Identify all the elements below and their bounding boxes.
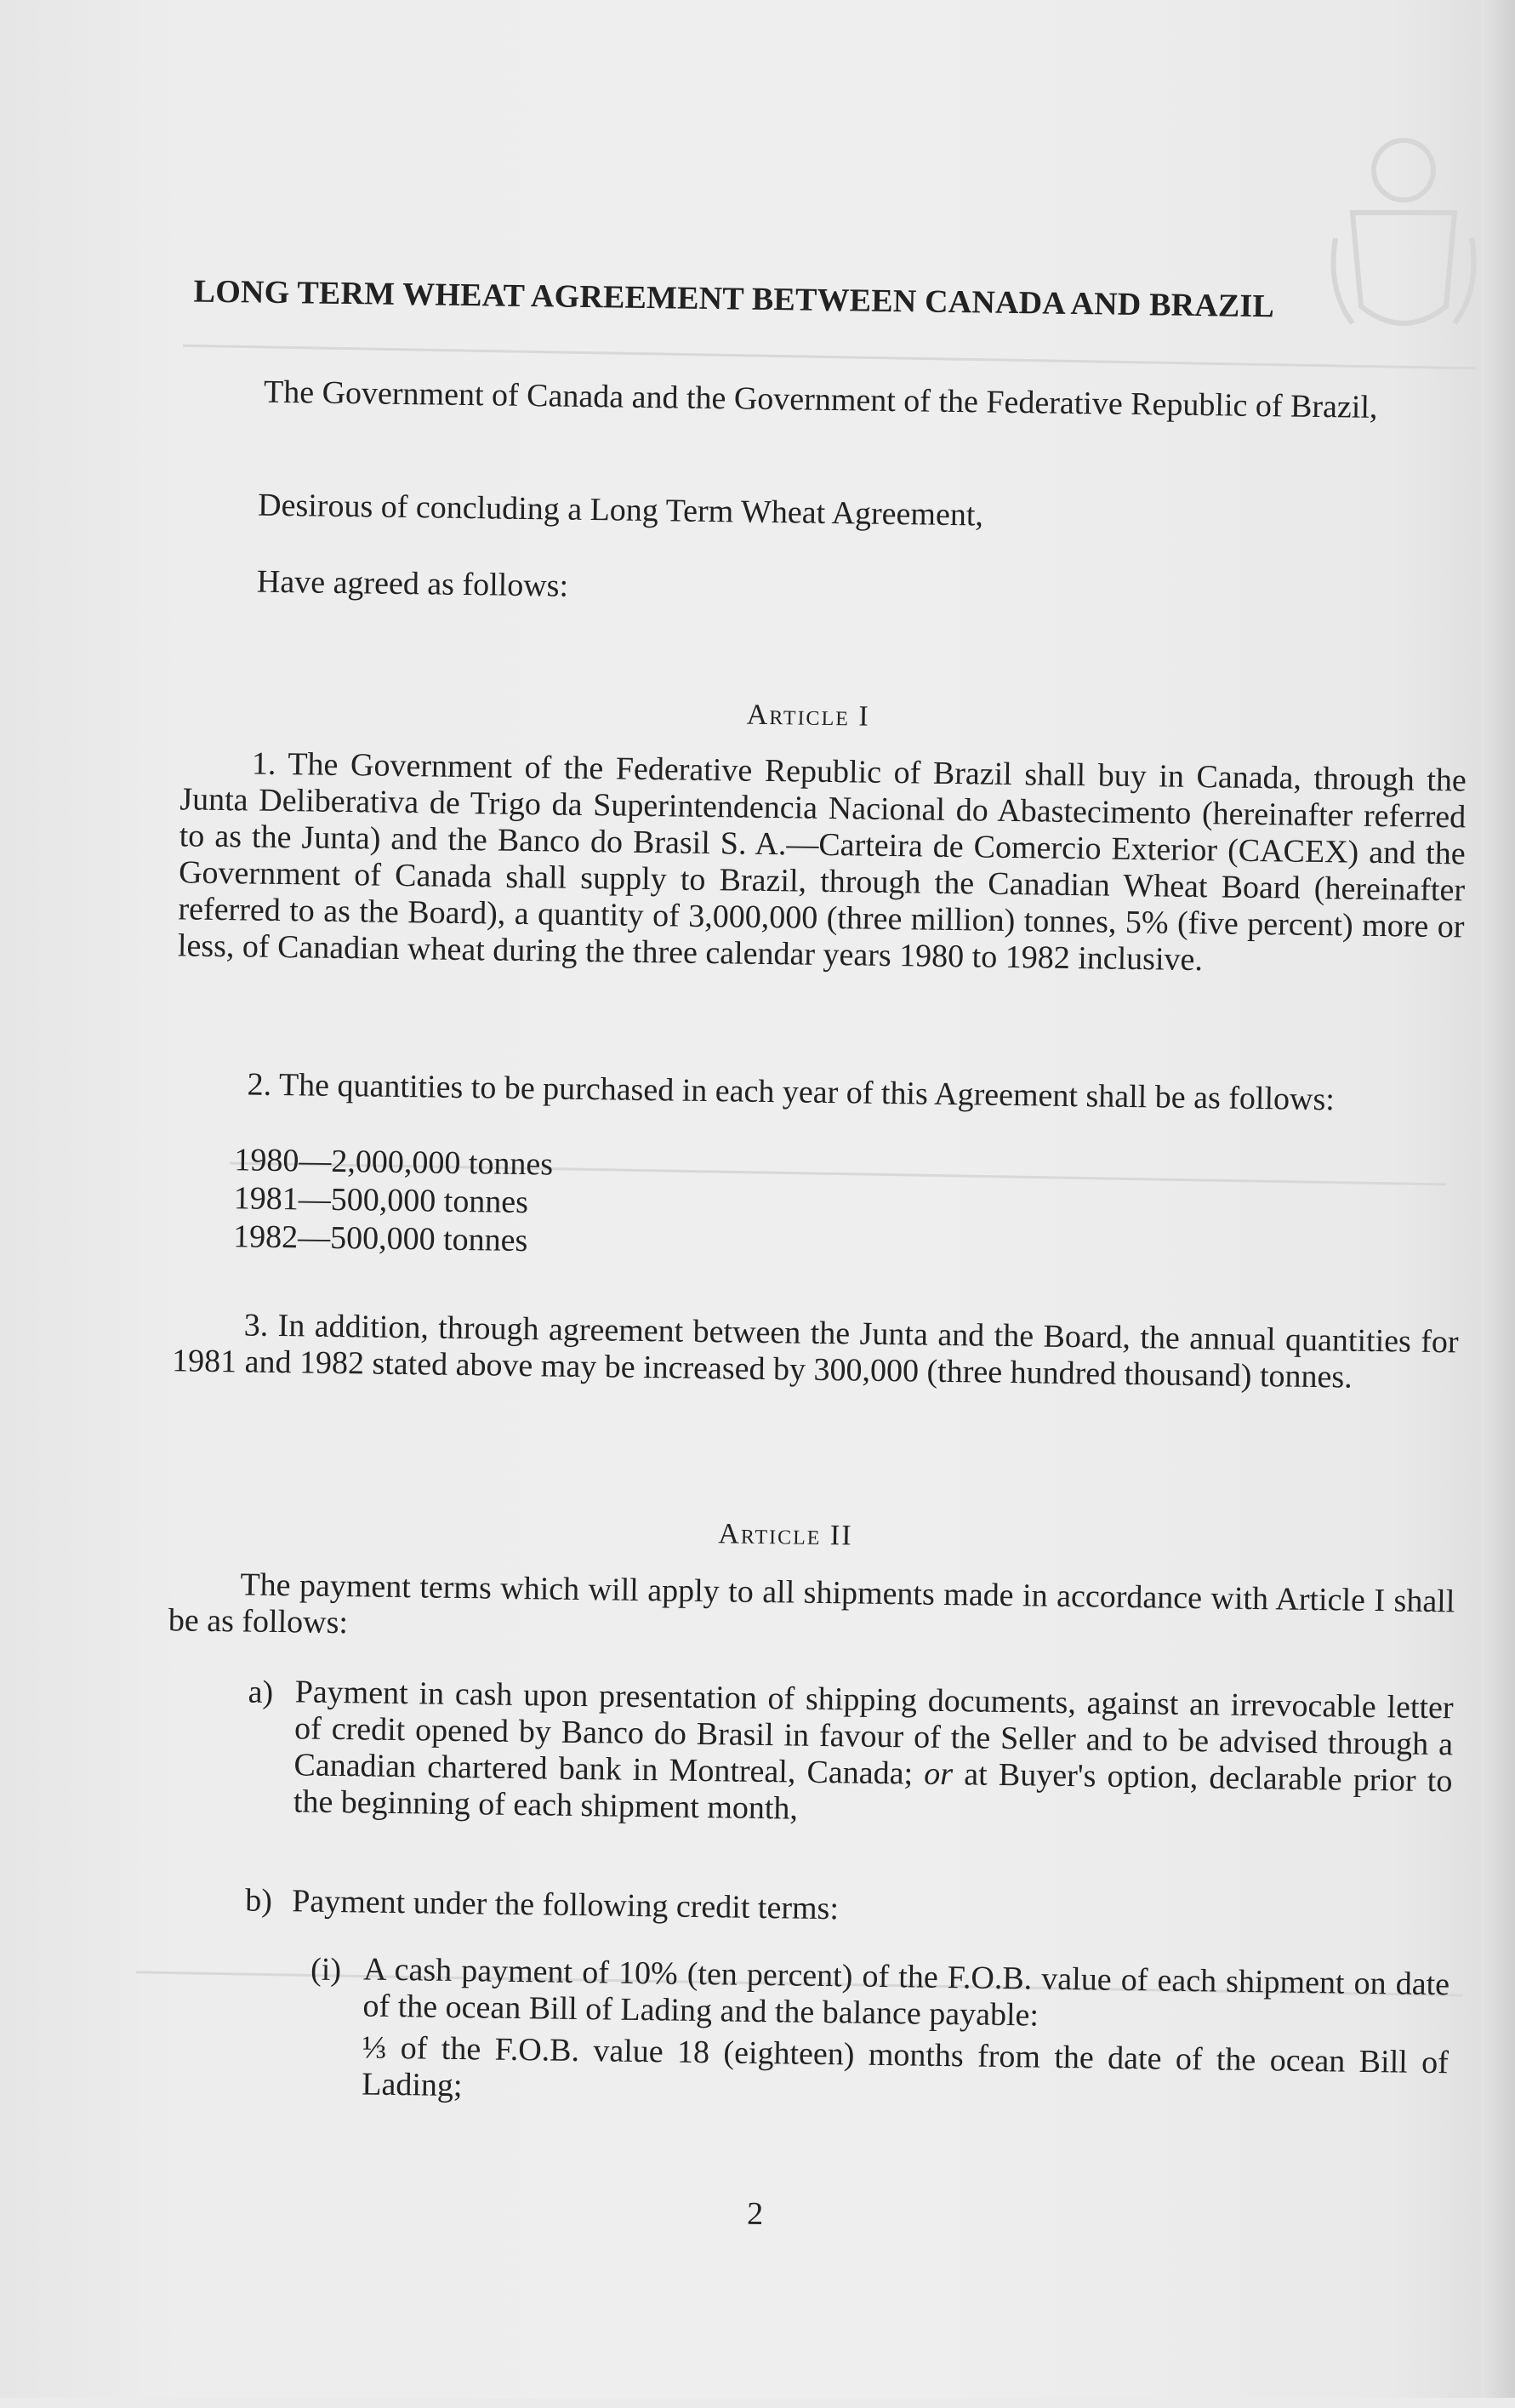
preamble-agreed: Have agreed as follows: xyxy=(256,563,569,604)
clause-a-text-main: Payment in cash upon presentation of shipping documents, against an irrevocable letter of credit opened by Banco do Brasil in favour of the Seller and to be advised through a Canadian chartered bank in Montreal, Canada; xyxy=(293,1674,1454,1792)
clause-b-text: Payment under the following credit terms: xyxy=(292,1883,840,1927)
clause-a-text-continued: at Buyer's option, declarable prior to the beginning of each shipment month, xyxy=(293,1756,1453,1827)
quantity-1980: 1980—2,000,000 tonnes xyxy=(234,1142,554,1183)
article-2-heading: Article II xyxy=(718,1518,853,1552)
clause-a-text xyxy=(293,1674,1454,1836)
article-1-heading: Article I xyxy=(746,699,870,733)
quantity-1982: 1982—500,000 tonnes xyxy=(232,1218,528,1259)
clause-b-marker: b) xyxy=(245,1882,273,1919)
article-2-intro: The payment terms which will apply to all shipments made in accordance with Article I shall be as follows: xyxy=(168,1566,1455,1641)
article-1-paragraph-2: 2. The quantities to be purchased in each year of this Agreement shall be as follows: xyxy=(247,1066,1336,1118)
preamble-parties: The Government of Canada and the Government of the Federative Republic of Brazil, xyxy=(263,374,1378,425)
quantity-1981: 1981—500,000 tonnes xyxy=(233,1180,529,1221)
article-1-paragraph-1: 1. The Government of the Federative Republic of Brazil shall buy in Canada, through the Junta Deliberativa de Trigo da Superintendencia Nacional do Abastecimento (hereinafter referred to as the Junta) and the Banco do Brasil S. A.—Carteira de Comercio Exterior (CACEX) and the Government of Canada shall supply to Brazil, through the Canadian Wheat Board (hereinafter referred to as the Board), a quantity of 3,000,000 (three million) tonnes, 5% (five percent) more or less, of Canadian wheat during the three calendar years 1980 to 1982 inclusive. xyxy=(177,745,1467,979)
preamble-desirous: Desirous of concluding a Long Term Wheat Agreement, xyxy=(257,487,984,534)
clause-a-or: or xyxy=(924,1755,954,1793)
clause-b-i-sub: ⅓ of the F.O.B. value 18 (eighteen) months from the date of the ocean Bill of Lading; xyxy=(362,2029,1450,2104)
clause-b-i-marker: (i) xyxy=(310,1951,342,1989)
agreement-title: LONG TERM WHEAT AGREEMENT BETWEEN CANADA AND BRAZIL xyxy=(193,273,1275,325)
clause-a-marker: a) xyxy=(248,1674,274,1710)
clause-b-i-text: A cash payment of 10% (ten percent) of the F.O.B. value of each shipment on date of the ocean Bill of Lading and the balance payable: xyxy=(362,1951,1450,2034)
page-number: 2 xyxy=(746,2195,764,2233)
article-1-paragraph-3: 3. In addition, through agreement between the Junta and the Board, the annual quantities for 1981 and 1982 stated above may be increased by 300,000 (three hundred thousand) tonnes. xyxy=(171,1307,1459,1395)
